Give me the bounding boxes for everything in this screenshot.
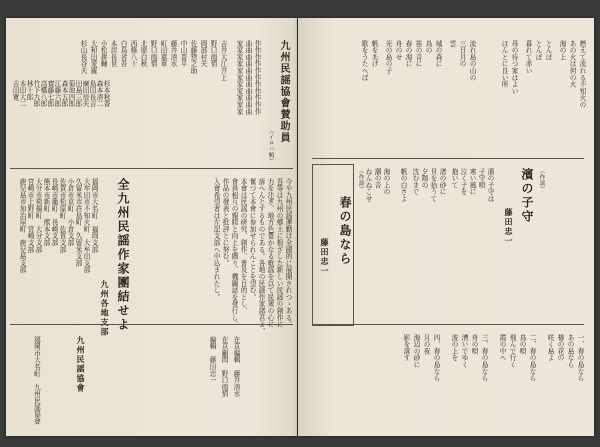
song-line: 鳥の唄 (518, 334, 526, 355)
editor-item: 在京編輯 藤井清水 (232, 336, 240, 398)
song-line: 飛んで行く (508, 334, 516, 368)
divider (312, 158, 584, 159)
song2-author: 藤田忠一 (320, 238, 330, 276)
branch-item: 久留米市荘島町 久留米支部 (74, 178, 82, 267)
editor-list (140, 336, 240, 426)
song-line: あの島なら (566, 334, 574, 368)
sponsor-item: 西條八十 (129, 40, 137, 68)
poem-line: 春の海に (404, 40, 412, 68)
member-item: 林十郎 (25, 80, 33, 101)
song-line: 海辺の砂に (412, 334, 420, 368)
song-line: 四、春の島なら (432, 334, 440, 382)
sponsor-item: 作作作作作作作作作作作 (253, 40, 261, 115)
poem-line: 笛の音に (414, 40, 422, 68)
assoc-title: 九州民謡協會賛助員 (278, 40, 289, 144)
member-item: 森本清二 (95, 80, 103, 108)
right-page (298, 18, 594, 436)
song-line: 濱の子守は (486, 168, 494, 202)
sponsor-item: 小松耕輔 (99, 40, 107, 68)
member-item: 江藤六郎 (53, 80, 61, 108)
song1-body-end (360, 168, 390, 318)
poem-line: 流れ島の山の (468, 40, 476, 81)
poem-line: とんぼ (534, 40, 542, 61)
song1-body (394, 168, 494, 318)
poem-line: 舟のせ (394, 40, 402, 61)
song-line: 椿の花の (556, 334, 564, 362)
sponsor-item: 岡部村夫 (199, 40, 207, 68)
member-list (10, 80, 110, 150)
member-item: 竹下九郎 (32, 80, 40, 108)
member-item: 杉本秋香 (102, 80, 110, 108)
footer-org: 九州民謡協會 (76, 336, 86, 393)
song-line: 影を落す (402, 334, 410, 362)
branch-item: 大牟田市不知火町 大牟田支部 (82, 178, 90, 274)
poem-line: 鳥の (424, 40, 432, 54)
divider (10, 168, 293, 169)
appeal-line: 奮つて本會に参加せられんことを望む。 (248, 178, 256, 301)
editor-item: 在京顧問 野口雨情 (220, 336, 228, 398)
member-item: 島田長吉 (88, 80, 96, 108)
song-line: 三、春の島なら (480, 334, 488, 382)
sponsor-item: 野口雨情 (149, 40, 157, 68)
branch-item: 佐賀市松原町 佐賀支部 (58, 178, 66, 253)
song-line: 二、春の島なら (528, 334, 536, 382)
song2-title: 春の島なら (338, 196, 352, 266)
sponsor-item: 本居長世 (109, 40, 117, 68)
poem-line: 三日月の (458, 40, 466, 68)
song-line: 子守唄 (477, 168, 485, 189)
song-line: 沈むまで (411, 168, 419, 196)
song2-body (312, 334, 584, 430)
song-line: 貝を拾うて (429, 168, 437, 202)
poem-line: あの火は何の火 (568, 40, 576, 88)
poem-2 (328, 40, 476, 150)
poem-1 (486, 40, 586, 150)
appeal-line: 入會希望者は左記支部へ申込まれたし。 (212, 178, 220, 301)
appeal-line: 本會は民謡の研究、創作、普及を目的とし、 (239, 178, 247, 314)
song1-author: 藤田忠一 (504, 208, 514, 246)
poem-line: 母の待つ家はよい (510, 40, 518, 95)
member-item: 廣田辰夫 (81, 80, 89, 108)
poem-line: 帆をあげ (370, 40, 378, 68)
headquarters: 福岡市大名町 九州民謡協會 (32, 336, 41, 425)
appeal-line: 吾等は九州の郷土に根ざした新しい民謡の創作に (275, 178, 283, 328)
branch-title: 九州各地支部 (100, 280, 110, 337)
song-line: ねんねこせ (364, 168, 372, 202)
poem-line: 歌をうたへば (360, 40, 368, 81)
song2-note: （作謡） (357, 168, 364, 192)
song-line: 泣く子を (459, 168, 467, 196)
editor-item: 編輯 藤田忠一 (208, 336, 216, 384)
appeal-line: 今や九州民謡運動は全國的に展開されつゝある。 (284, 178, 292, 328)
sponsor-item: 北原白秋 (139, 40, 147, 68)
song-line: 咲く島よ (546, 334, 554, 362)
appeal-body (140, 178, 292, 335)
divider (312, 324, 584, 325)
left-page (6, 18, 297, 436)
sponsor-item: 家家家家家家家家家家家 (235, 40, 243, 115)
sponsor-item: 大和田愛羅 (89, 40, 97, 74)
poem-line: 雲 (448, 40, 456, 47)
song-line: 一、春の島なら (576, 334, 584, 382)
member-item: 森本五郎 (60, 80, 68, 108)
sponsor-item: 藤井清水 (169, 40, 177, 68)
song-line: 抱いて (450, 168, 458, 189)
branch-item: 福岡市大名町 福岡支部 (90, 178, 98, 253)
member-item: 田島三郎 (74, 80, 82, 108)
poem-line: ほんとに良い所 (500, 40, 508, 88)
branch-item: 長崎市籠町 長崎支部 (50, 178, 58, 246)
song-line: 霞の中へ (498, 334, 506, 362)
branch-list (10, 178, 98, 318)
branch-item: 大分市荷揚町 大分支部 (34, 178, 42, 253)
sponsor-item: 曲曲曲曲曲曲曲曲曲曲曲 (244, 40, 252, 115)
appeal-title: 全九州民謡作家團結せよ (116, 178, 130, 332)
branch-item: 鹿兒島市加治屋町 鹿兒島支部 (18, 178, 26, 274)
song1-title: 濱の子守 (520, 168, 534, 224)
appeal-line: 作品の發表と批評とに努む。 (221, 178, 229, 267)
appeal-line: 訴へんとするものである。各地の民謡作家諸君よ、 (257, 178, 265, 335)
song-line: 潮の音 (373, 168, 381, 189)
sponsor-item: 中山晋平 (179, 40, 187, 68)
song-line: 夕陽の (420, 168, 428, 189)
divider (10, 324, 293, 325)
sponsor-item: 吉井大江井上 (219, 40, 227, 81)
member-item: 高橋八郎 (39, 80, 47, 108)
song-line: 海の上の (382, 168, 390, 196)
poem-line: 燃えて流れる不知火の (578, 40, 586, 108)
sponsor-item: 野口雨情 (209, 40, 217, 68)
poem-line: 海の上 (558, 40, 566, 61)
member-item: 本田大二 (18, 80, 26, 108)
appeal-line: 會員相互の親睦と向上を圖り、機關誌を發行し、 (230, 178, 238, 328)
song-line: 波の上を (450, 334, 458, 362)
branch-item: 熊本市新町 熊本支部 (42, 178, 50, 246)
appeal-line: 力を注ぎ、地方色豊かなる歌謡を以て民衆の心に (266, 178, 274, 328)
sponsor-item: 白鳥省吾 (119, 40, 127, 68)
assoc-subtitle: （イロハ順） (267, 128, 273, 164)
branch-item: 宮崎市上野町 宮崎支部 (26, 178, 34, 253)
sponsor-item: 町田嘉章 (159, 40, 167, 68)
song-line: 帆の白さよ (399, 168, 407, 202)
member-item: 齋藤七郎 (46, 80, 54, 108)
poem-line: 光の島の子 (384, 40, 392, 74)
song-line: 寒い風に (468, 168, 476, 196)
poem-line: とんぼ (544, 40, 552, 61)
poem-line: 城の森に (434, 40, 442, 68)
song-line: 渚の砂に (438, 168, 446, 196)
poem-line: 暮れて赤い (524, 40, 532, 74)
sponsor-item: 杉山長谷夫 (79, 40, 87, 74)
sponsor-item: 佐藤惣之助 (189, 40, 197, 74)
member-item: 吉田寛 (11, 80, 19, 101)
branch-item: 小倉市京町 小倉支部 (66, 178, 74, 246)
member-item: 菊池四郎 (67, 80, 75, 108)
song-line: 舟の唄 (470, 334, 478, 355)
song-line: 漕いでゆく (460, 334, 468, 368)
song-line: 月の夜 (422, 334, 430, 355)
song1-note: （作謡） (538, 168, 544, 192)
